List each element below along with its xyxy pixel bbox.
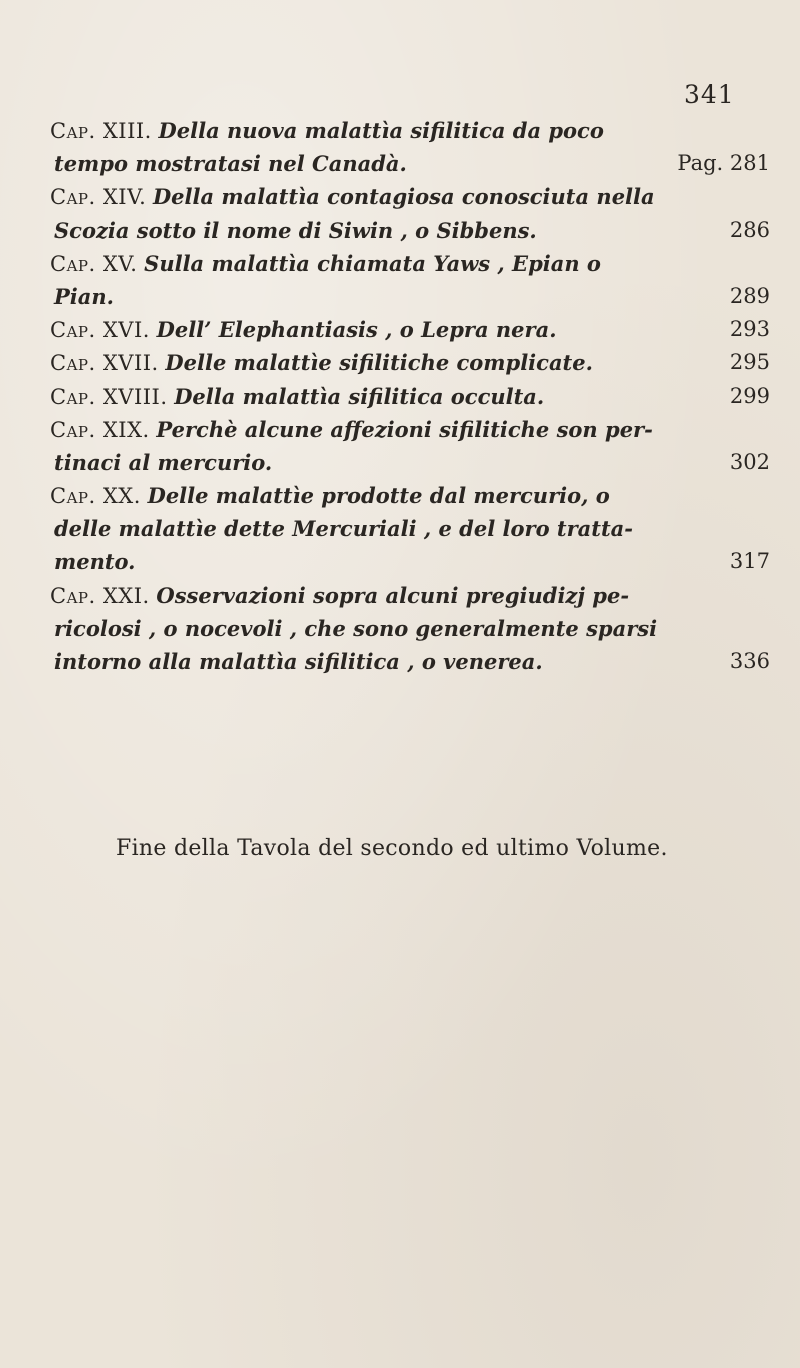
page-reference: 317 (729, 549, 770, 574)
chapter-number: Cap. XIV. (50, 185, 147, 210)
chapter-title-line: ricolosi , o nocevoli , che sono generalmente sparsi (54, 615, 658, 641)
chapter-title-line: Scozia sotto il nome di Siwin , o Sibbens. (54, 217, 537, 243)
toc-entry (50, 313, 770, 346)
chapter-title-line: Delle malattìe prodotte dal mercurio, o (147, 483, 610, 509)
chapter-number: Cap. XV. (50, 251, 138, 276)
chapter-title-line: Osservazioni sopra alcuni pregiudizj pe- (156, 582, 630, 608)
table-of-contents (50, 114, 770, 678)
chapter-title-line: tinaci al mercurio. (54, 449, 273, 475)
chapter-title-line: Dell’ Elephantiasis , o Lepra nera. (156, 317, 557, 343)
chapter-title-line: delle malattìe dette Mercuriali , e del loro tratta- (54, 516, 633, 542)
page-number: 341 (684, 80, 735, 109)
page-reference: 299 (729, 383, 770, 408)
toc-entry (50, 413, 770, 479)
toc-entry (50, 579, 770, 679)
page-reference: 302 (729, 449, 770, 474)
end-of-table-note: Fine della Tavola del secondo ed ultimo Volume. (116, 836, 668, 861)
chapter-title-line: tempo mostratasi nel Canadà. (54, 151, 407, 177)
chapter-number: Cap. XXI. (50, 583, 150, 608)
page-reference: 286 (729, 217, 770, 242)
chapter-number: Cap. XVII. (50, 351, 159, 376)
toc-entry (50, 479, 770, 579)
chapter-number: Cap. XIX. (50, 417, 150, 442)
page-reference: Pag. 281 (677, 151, 770, 176)
toc-entry (50, 346, 770, 379)
chapter-title-line: mento. (54, 549, 136, 575)
chapter-title-line: Sulla malattìa chiamata Yaws , Epian o (144, 250, 601, 276)
toc-entry (50, 180, 770, 246)
chapter-title-line: Della malattìa sifilitica occulta. (174, 383, 545, 409)
chapter-title-line: Della nuova malattìa sifilitica da poco (158, 118, 604, 143)
toc-entry (50, 380, 770, 413)
toc-entry (50, 114, 770, 180)
toc-entry (50, 247, 770, 313)
chapter-number: Cap. XVIII. (50, 384, 168, 409)
page-reference: 293 (729, 317, 770, 342)
chapter-title-line: Pian. (54, 283, 114, 309)
chapter-title-line: Delle malattìe sifilitiche complicate. (165, 350, 593, 376)
chapter-number: Cap. XX. (50, 484, 141, 509)
chapter-title-line: intorno alla malattìa sifilitica , o venerea. (54, 649, 543, 674)
page-reference: 295 (729, 350, 770, 375)
chapter-number: Cap. XIII. (50, 119, 152, 143)
chapter-number: Cap. XVI. (50, 318, 150, 343)
page-reference: 289 (729, 283, 770, 308)
page-reference: 336 (729, 649, 770, 673)
chapter-title-line: Perchè alcune affezioni sifilitiche son per- (156, 416, 653, 442)
chapter-title-line: Della malattìa contagiosa conosciuta nella (152, 184, 655, 210)
